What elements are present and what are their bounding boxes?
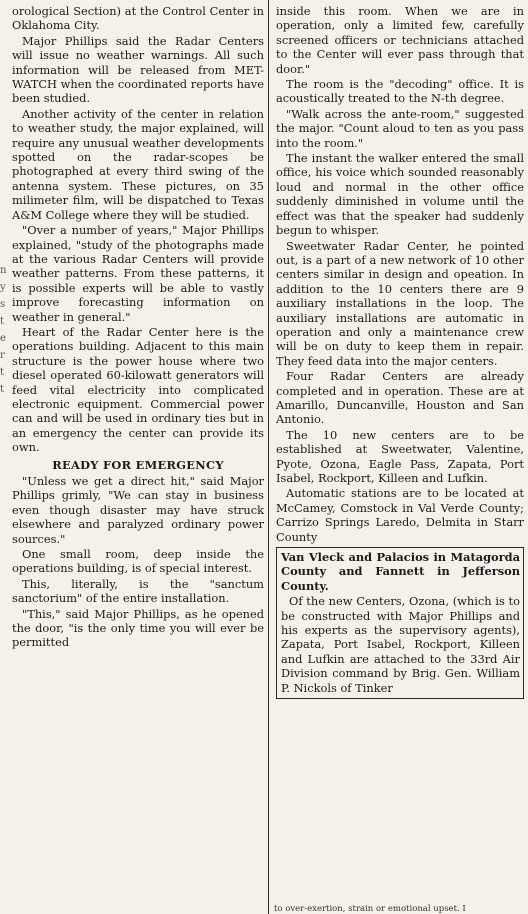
left-column [12,4,264,651]
article-paragraph: The 10 new centers are to be established at Sweetwater, Valentine, Pyote, Ozona, Eagle Pass, Zapata, Port Isabel, Rockport, Killeen and Lufkin. [276,427,524,485]
article-paragraph: orological Section) at the Control Center in Oklahoma City. [12,4,264,33]
column-rule [268,0,269,914]
article-paragraph: Major Phillips said the Radar Centers will issue no weather warnings. All such information will be released from MET-WATCH when the coordinated reports have been studied. [12,33,264,106]
margin-fragment: y [0,282,6,293]
margin-fragment: s [0,299,6,310]
article-paragraph: The room is the "decoding" office. It is acoustically treated to the N-th degree. [276,77,524,106]
article-paragraph: Another activity of the center in relation to weather study, the major explained, will require any unusual weather developments spotted on the radar-scopes be photographed at every third swing of the antenna system. These pictures, on 35 milimeter film, will be dispatched to Texas A&M College where they will be studied. [12,106,264,222]
article-paragraph: One small room, deep inside the operations building, is of special interest. [12,547,264,576]
margin-fragment: t [0,316,5,327]
article-paragraph: Heart of the Radar Center here is the operations building. Adjacent to this main structure is the power house where two diesel operated 60-kilowatt generators will feed vital electricity into complicated electronic equipment. Commercial power can and will be used in ordinary ties but in an emergency the center can provide its own. [12,324,264,455]
margin-fragment: t [0,367,5,378]
article-paragraph: Of the new Centers, Ozona, (which is to be constructed with Major Phillips and his experts as the supervisory agents), Zapata, Port Isabel, Rockport, Killeen and Lufkin are attached to the 33rd Air Division command by Brig. Gen. William P. Nickols of Tinker [281,594,520,695]
right-column [276,4,524,699]
article-paragraph: inside this room. When we are in operation, only a limited few, carefully screened officers or technicians attached to the Center will ever pass through that door." [276,4,524,76]
article-paragraph: The instant the walker entered the small office, his voice which sounded reasonably loud and normal in the other office suddenly diminished in volume until the effect was that the speaker had suddenly begun to whisper. [276,151,524,238]
article-paragraph: "This," said Major Phillips, as he opened the door, "is the only time you will ever be permitted [12,606,264,650]
margin-fragment: e [0,333,6,344]
article-paragraph: Van Vleck and Palacios in Matagorda County and Fannett in Jefferson County. [281,550,520,593]
section-heading: READY FOR EMERGENCY [52,457,224,472]
article-paragraph: Four Radar Centers are already completed and in operation. These are at Amarillo, Duncanville, Houston and San Antonio. [276,369,524,427]
boxed-continuation [276,547,524,699]
margin-fragment: r [0,350,5,361]
margin-fragment: n [0,265,7,276]
article-paragraph: Automatic stations are to be located at McCamey, Comstock in Val Verde County; Carrizo Springs Laredo, Delmita in Starr County [276,486,524,544]
article-paragraph: "Walk across the ante-room," suggested the major. "Count aloud to ten as you pass into the room." [276,106,524,150]
margin-fragment: t [0,384,5,395]
article-paragraph: This, literally, is the "sanctum sanctorium" of the entire installation. [12,576,264,606]
article-paragraph: Sweetwater Radar Center, he pointed out, is a part of a new network of 10 other centers similar in design and opeation. In addition to the 10 centers there are 9 auxiliary installations in the loop. The auxiliary installations are automatic in operation and only a maintenance crew will be on duty to keep them in repair. They feed data into the major centers. [276,238,524,368]
cut-off-line: to over-exertion, strain or emotional upset. I [274,904,466,914]
left-margin-fragments [0,262,8,398]
article-paragraph: "Unless we get a direct hit," said Major Phillips grimly, "We can stay in business even though disaster may have struck elsewhere and paralyzed ordinary power sources." [12,474,264,546]
article-paragraph: "Over a number of years," Major Phillips explained, "study of the photographs made at the various Radar Centers will provide weather patterns. From these patterns, it is possible experts will be able to vastly improve forecasting information on weather in general." [12,223,264,324]
